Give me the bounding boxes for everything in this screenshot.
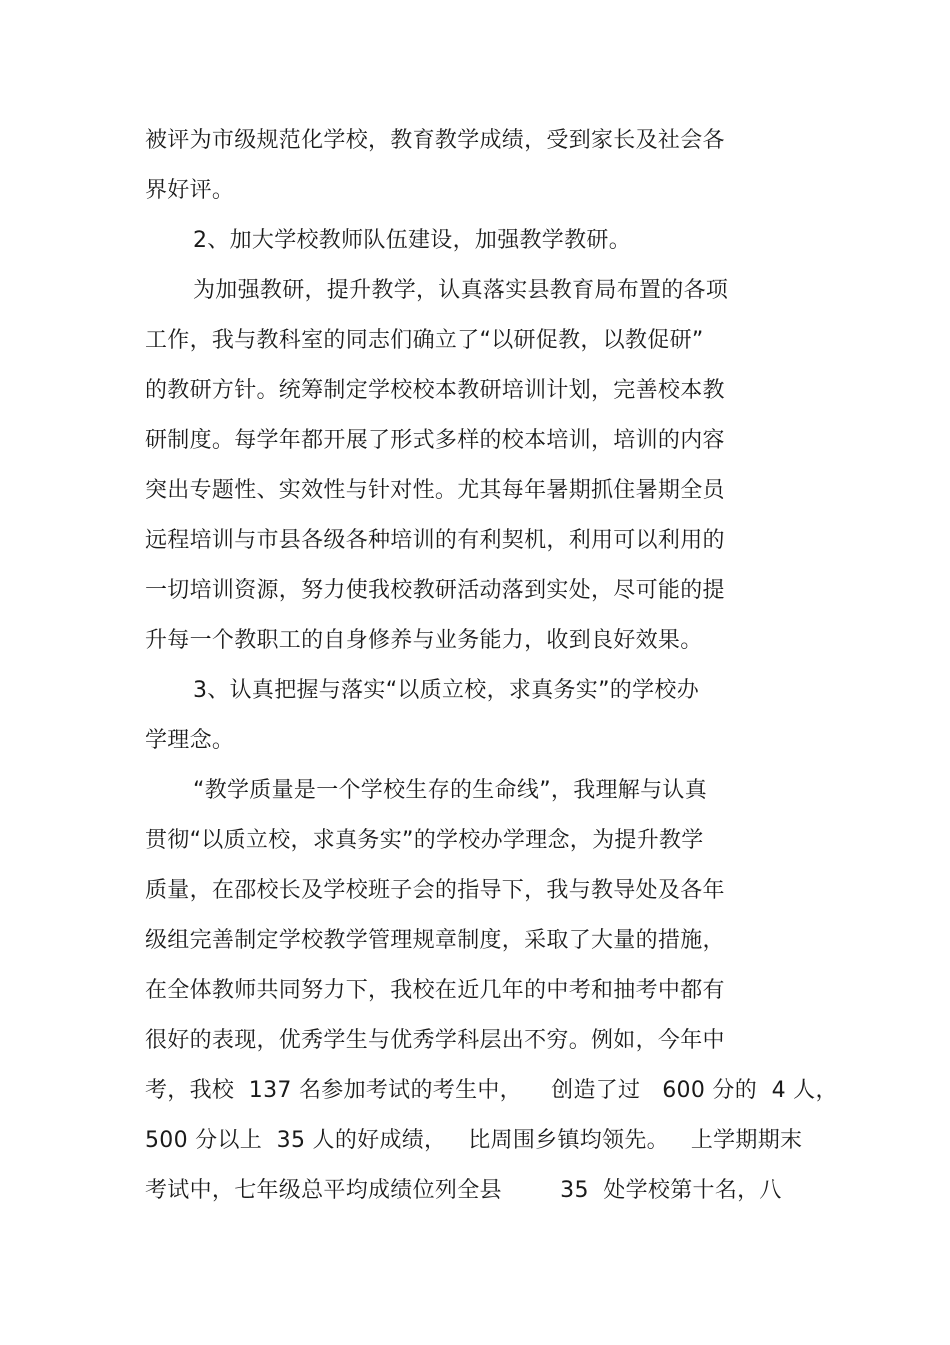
paragraph-line: 贯彻“以质立校，求真务实”的学校办学理念，为提升教学 (145, 828, 704, 853)
paragraph-line: 工作，我与教科室的同志们确立了“以研促教，以教促研” (145, 328, 704, 353)
paragraph-line: 500 分以上 35 人的好成绩， 比周围乡镇均领先。 上学期期末 (145, 1128, 803, 1153)
paragraph-line: 考，我校 137 名参加考试的考生中， 创造了过 600 分的 4 人， (145, 1078, 838, 1103)
paragraph-line: 为加强教研，提升教学，认真落实县教育局布置的各项 (193, 278, 729, 303)
paragraph-line: 界好评。 (145, 178, 235, 203)
paragraph-line: 的教研方针。统筹制定学校校本教研培训计划，完善校本教 (145, 378, 725, 403)
section-heading: 学理念。 (145, 728, 235, 753)
paragraph-line: 被评为市级规范化学校，教育教学成绩，受到家长及社会各 (145, 128, 725, 153)
paragraph-line: 突出专题性、实效性与针对性。尤其每年暑期抓住暑期全员 (145, 478, 725, 503)
section-heading: 2、加大学校教师队伍建设，加强教学教研。 (193, 228, 631, 253)
paragraph-line: 级组完善制定学校教学管理规章制度，采取了大量的措施， (145, 928, 725, 953)
paragraph-line: 在全体教师共同努力下，我校在近几年的中考和抽考中都有 (145, 978, 725, 1003)
paragraph-line: 升每一个教职工的自身修养与业务能力，收到良好效果。 (145, 628, 703, 653)
paragraph-line: 一切培训资源，努力使我校教研活动落到实处，尽可能的提 (145, 578, 725, 603)
paragraph-line: 质量，在邵校长及学校班子会的指导下，我与教导处及各年 (145, 878, 725, 903)
paragraph-line: “教学质量是一个学校生存的生命线”，我理解与认真 (193, 778, 707, 803)
paragraph-line: 考试中，七年级总平均成绩位列全县 35 处学校第十名，八 (145, 1178, 782, 1203)
section-heading: 3、认真把握与落实“以质立校，求真务实”的学校办 (193, 678, 699, 703)
paragraph-line: 很好的表现，优秀学生与优秀学科层出不穷。例如，今年中 (145, 1028, 725, 1053)
paragraph-line: 远程培训与市县各级各种培训的有利契机，利用可以利用的 (145, 528, 725, 553)
paragraph-line: 研制度。每学年都开展了形式多样的校本培训，培训的内容 (145, 428, 725, 453)
